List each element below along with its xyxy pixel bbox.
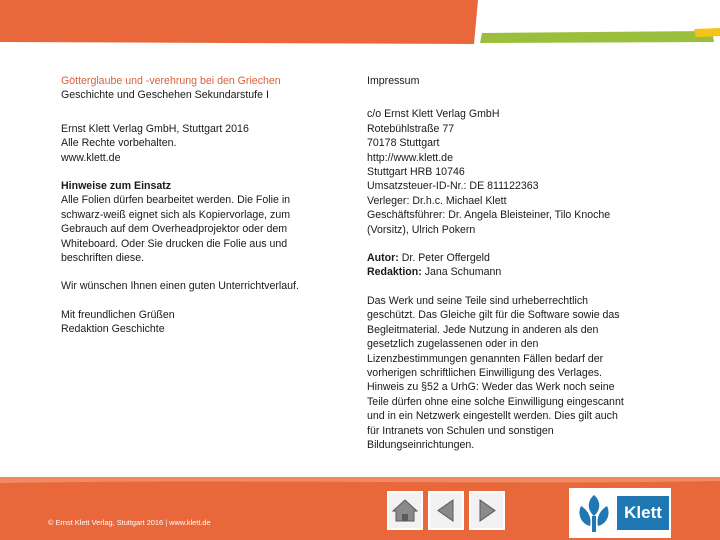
signature-line: Redaktion Geschichte — [61, 323, 165, 336]
document-subtitle: Geschichte und Geschehen Sekundarstufe I — [61, 89, 269, 102]
address-line: Stuttgart HRB 10746 — [367, 166, 465, 179]
address-line: Geschäftsführer: Dr. Angela Bleisteiner, Tilo Knoche — [367, 209, 611, 222]
hints-line: schwarz-weiß eignet sich als Kopiervorlage, zum — [61, 208, 291, 221]
copyright-text-line: für Intranets von Schulen und sonstigen — [367, 424, 554, 437]
yellow-band — [694, 28, 720, 37]
hints-heading: Hinweise zum Einsatz — [61, 180, 172, 193]
copyright-text-line: Das Werk und seine Teile sind urheberrechtlich — [367, 294, 589, 307]
hints-line: Alle Folien dürfen bearbeitet werden. Die Folie in — [61, 194, 291, 207]
wish-line: Wir wünschen Ihnen einen guten Unterrichtverlauf. — [61, 280, 299, 293]
hints-line: beschriften diese. — [61, 252, 145, 265]
copyright-text-line: und in ein Netzwerk eingestellt werden. Dies gilt auch — [367, 410, 618, 423]
copyright-text-line: Bildungseinrichtungen. — [367, 438, 475, 451]
author-value: Dr. Peter Offergeld — [398, 252, 490, 265]
previous-button[interactable] — [428, 491, 464, 530]
address-line: 70178 Stuttgart — [367, 137, 440, 150]
address-line: Verleger: Dr.h.c. Michael Klett — [367, 194, 507, 207]
home-button[interactable] — [387, 491, 423, 530]
editor-value: Jana Schumann — [421, 266, 502, 279]
hints-line: Gebrauch auf dem Overheadprojektor oder dem — [61, 223, 288, 236]
copyright-text-line: geschützt. Das Gleiche gilt für die Software sowie das — [367, 309, 620, 322]
editor-label: Redaktion: — [367, 266, 422, 279]
klett-logo-mark-icon — [573, 492, 615, 534]
author-line — [367, 251, 687, 265]
address-line: http://www.klett.de — [367, 151, 453, 164]
next-button[interactable] — [469, 491, 505, 530]
klett-logo-text: Klett — [617, 496, 669, 530]
hints-line: Whiteboard. Oder Sie drucken die Folie aus und — [61, 237, 288, 250]
copyright-text-line: Hinweis zu §52 a UrhG: Weder das Werk noch seine — [367, 381, 615, 394]
footer-copyright: © Ernst Klett Verlag, Stuttgart 2016 | www.klett.de — [48, 518, 211, 527]
rights-line: Alle Rechte vorbehalten. — [61, 137, 177, 150]
copyright-text-line: Lizenzbestimmungen genannten Fällen bedarf der — [367, 352, 604, 365]
document-title: Götterglaube und -verehrung bei den Griechen — [61, 75, 281, 87]
address-line: Umsatzsteuer-ID-Nr.: DE 811122363 — [367, 180, 539, 193]
arrow-left-icon — [430, 493, 462, 528]
address-line: c/o Ernst Klett Verlag GmbH — [367, 108, 500, 121]
home-icon — [389, 493, 421, 528]
impressum-heading: Impressum — [367, 75, 420, 87]
publisher-line: Ernst Klett Verlag GmbH, Stuttgart 2016 — [61, 122, 249, 135]
copyright-text-line: Teile dürfen ohne eine solche Einwilligung eingescannt — [367, 395, 624, 408]
arrow-right-icon — [471, 493, 503, 528]
top-color-band — [0, 0, 720, 46]
copyright-text-line: Begleitmaterial. Jede Nutzung in anderen als den — [367, 323, 599, 336]
editor-line — [367, 265, 687, 279]
website-line: www.klett.de — [61, 151, 121, 164]
address-line: Rotebühlstraße 77 — [367, 122, 455, 135]
author-label: Autor: — [367, 252, 399, 265]
copyright-text-line: vorherigen schriftlichen Einwilligung des Verlages. — [367, 366, 602, 379]
left-column — [61, 74, 351, 337]
greeting-line: Mit freundlichen Grüßen — [61, 308, 175, 321]
footer-top-edge — [0, 477, 720, 485]
klett-logo[interactable] — [569, 488, 671, 538]
green-band — [480, 31, 714, 43]
copyright-text-line: gesetzlich zugelassenen oder in den — [367, 338, 539, 351]
orange-band — [0, 0, 478, 44]
address-line: (Vorsitz), Ulrich Pokern — [367, 223, 476, 236]
right-column — [367, 74, 687, 452]
